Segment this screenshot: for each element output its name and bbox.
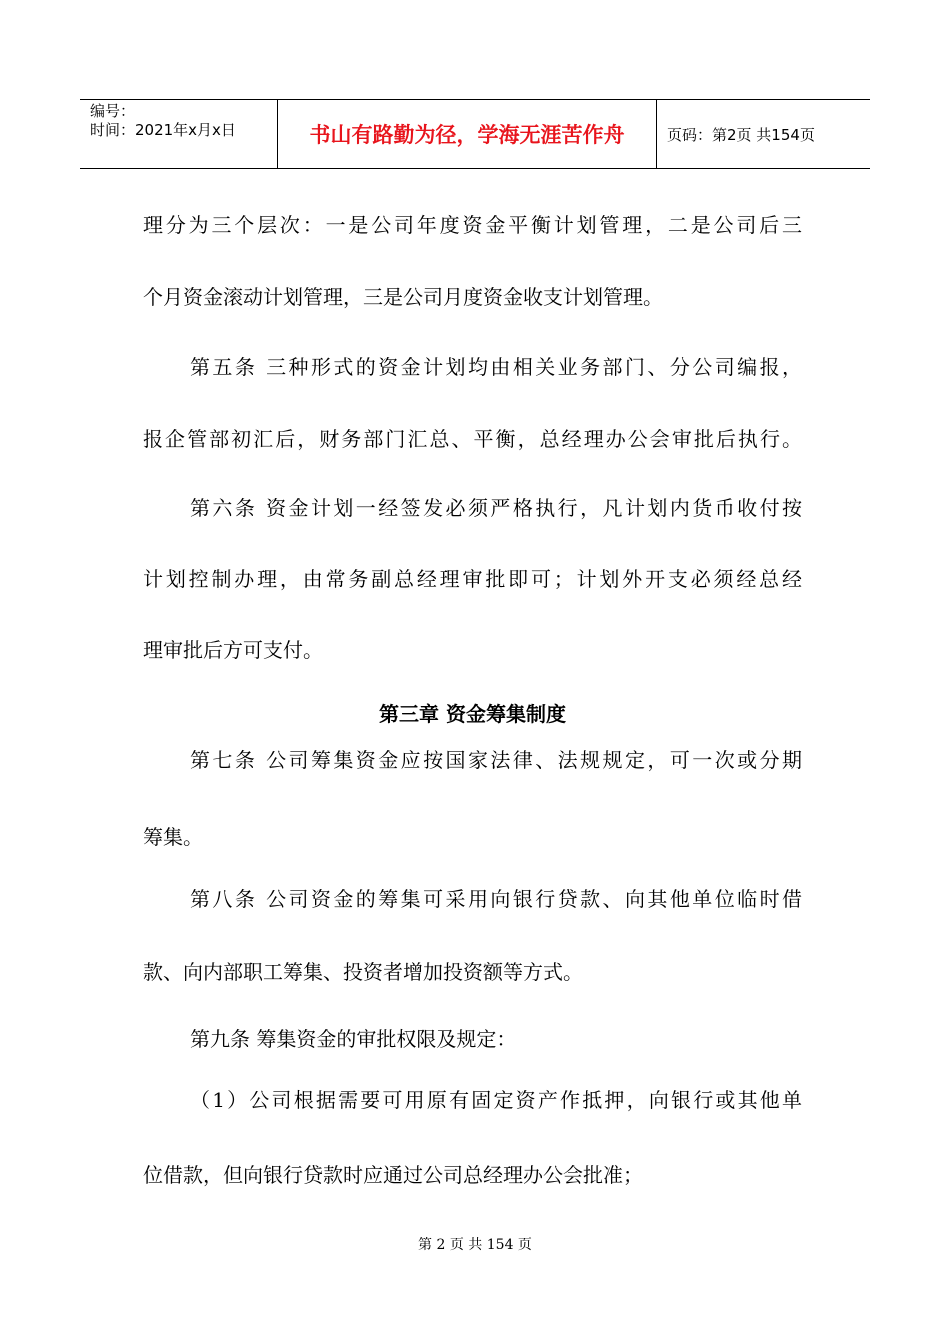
document-time-label: 时间：2021年x月x日	[90, 121, 236, 139]
body-line: 第六条 资金计划一经签发必须严格执行，凡计划内货币收付按	[190, 496, 802, 520]
body-line: 第五条 三种形式的资金计划均由相关业务部门、分公司编报，	[190, 355, 802, 379]
header-motto: 书山有路勤为径，学海无涯苦作舟	[278, 100, 657, 168]
document-header	[80, 99, 870, 169]
header-page-info: 页码：第2页 共154页	[667, 125, 815, 144]
body-line: （1）公司根据需要可用原有固定资产作抵押，向银行或其他单	[190, 1088, 802, 1112]
body-line: 理审批后方可支付。	[143, 638, 323, 662]
body-line: 筹集。	[143, 825, 203, 849]
document-code-label: 编号：	[90, 102, 136, 120]
body-line: 个月资金滚动计划管理，三是公司月度资金收支计划管理。	[143, 285, 663, 309]
body-line: 计划控制办理，由常务副总经理审批即可；计划外开支必须经总经	[143, 567, 802, 591]
body-line: 位借款，但向银行贷款时应通过公司总经理办公会批准；	[143, 1163, 643, 1187]
page-footer: 第 2 页 共 154 页	[418, 1237, 532, 1253]
body-line: 第八条 公司资金的筹集可采用向银行贷款、向其他单位临时借	[190, 887, 802, 911]
body-line: 款、向内部职工筹集、投资者增加投资额等方式。	[143, 960, 583, 984]
body-line: 报企管部初汇后，财务部门汇总、平衡，总经理办公会审批后执行。	[143, 427, 802, 451]
chapter-title: 第三章 资金筹集制度	[379, 702, 566, 726]
body-line: 第七条 公司筹集资金应按国家法律、法规规定，可一次或分期	[190, 748, 802, 772]
body-line: 第九条 筹集资金的审批权限及规定：	[190, 1027, 517, 1051]
header-meta-cell	[80, 100, 278, 168]
body-line: 理分为三个层次：一是公司年度资金平衡计划管理，二是公司后三	[143, 213, 802, 237]
